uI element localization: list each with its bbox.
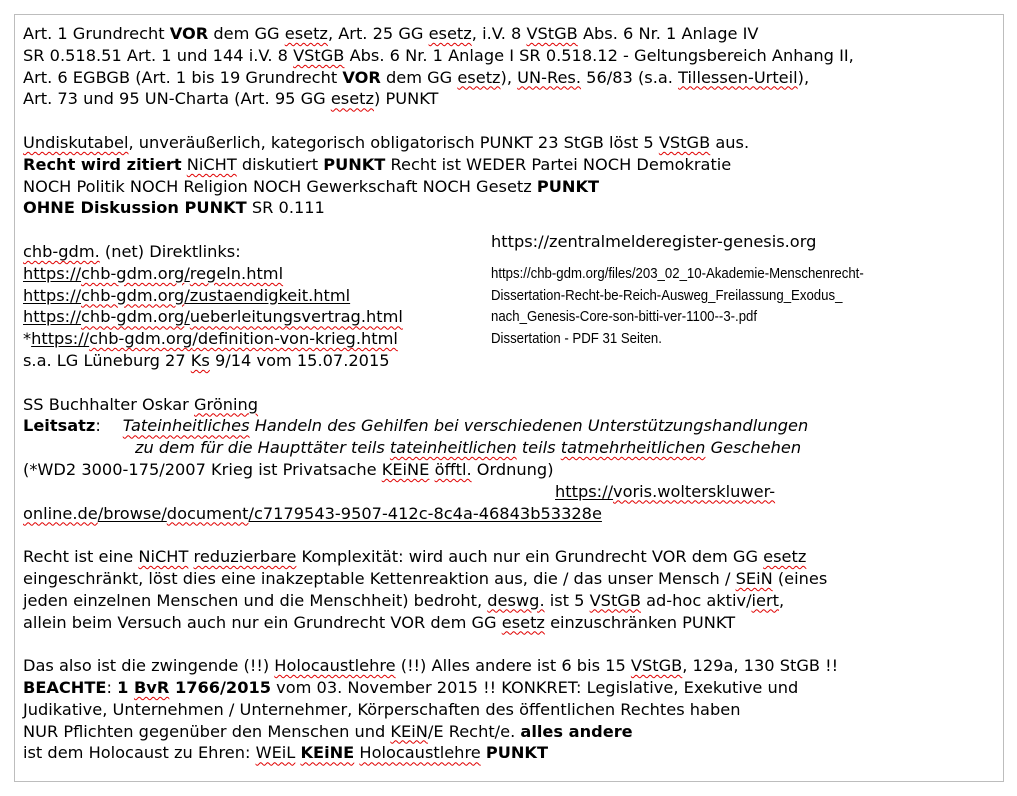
blank-line (23, 110, 998, 132)
link-text[interactable]: /c7179543-9507-412c-8c4a-46843b53328e (248, 503, 602, 523)
text-run: Judikative, Unternehmen / Unternehmer, Körperschaften des öffentlichen Rechtes haben (23, 699, 741, 719)
text-run: : (95, 416, 101, 436)
text-run: ad-hoc aktiv/ (640, 590, 752, 610)
bold-text: 1766/2015 (169, 677, 271, 697)
paragraph-line (23, 132, 998, 154)
spellcheck-word: esetz (428, 24, 472, 43)
pdf-link-line[interactable]: nach_Genesis-Core-son-bitti-ver-1100--3-.pdf (491, 308, 758, 325)
paragraph-line (23, 176, 998, 198)
text-run: einzuschränken PUNKT (544, 612, 736, 632)
leitsatz-label: Leitsatz (23, 416, 96, 436)
paragraph-line (23, 23, 998, 45)
spellcheck-word: UN-Res. (517, 67, 582, 87)
paragraph-line (23, 546, 998, 568)
text-run: Das also ist die zwingende (!!) (23, 656, 275, 676)
text-run: eingeschränkt, löst dies eine inakzeptable Kettenreaktion aus, die / das unser Mensch / (23, 568, 736, 588)
paragraph-line (23, 154, 998, 176)
text-run: allein beim Versuch auch nur ein Grundrecht VOR dem GG (23, 612, 502, 632)
text-run: : (106, 677, 118, 697)
link-text[interactable]: chb-gdm.org (81, 285, 185, 305)
text-run: Komplexität: wird auch nur ein Grundrecht VOR dem GG (296, 547, 764, 567)
link-text[interactable]: / (184, 263, 190, 283)
text-run: dem GG (380, 67, 458, 87)
text-run: SR 0.518.51 Art. 1 und 144 i.V. 8 (23, 45, 294, 65)
paragraph-line (23, 590, 998, 612)
spellcheck-word: KEiN (390, 721, 428, 741)
pdf-description: Dissertation - PDF 31 Seiten. (491, 329, 662, 347)
spellcheck-word: chb-gdm. (23, 241, 100, 261)
bold-text: PUNKT (536, 176, 600, 196)
spellcheck-word: BvR (133, 677, 170, 697)
text-run: jeden einzelnen Menschen und die Menschheit) bedroht, (23, 590, 488, 610)
link-voris-continued[interactable] (23, 503, 998, 525)
link-text[interactable]: online.de (23, 503, 98, 523)
text-run: diskutiert (236, 154, 324, 174)
bold-text: OHNE Diskussion PUNKT (23, 198, 247, 218)
text-run: ), (797, 67, 810, 87)
bold-text: alles andere (520, 721, 633, 741)
text-run: (!!) Alles andere ist 6 bis 15 (395, 656, 631, 676)
pdf-link-line[interactable]: Dissertation-Recht-be-Reich-Ausweg_Freilassung_Exodus_ (491, 286, 843, 304)
spellcheck-word: WEiL (255, 743, 296, 763)
bold-text: 1 (117, 677, 134, 697)
paragraph-line (23, 568, 998, 590)
spellcheck-word: Gröning (194, 394, 259, 414)
paragraph-line (23, 655, 998, 677)
spellcheck-word: Tillessen-Urteil (678, 67, 798, 87)
spellcheck-word: VStGB (658, 132, 711, 152)
bold-text: PUNKT (323, 154, 386, 174)
paragraph-line (23, 459, 998, 481)
text-run: Ordnung) (471, 459, 554, 479)
paragraph-line (23, 67, 998, 89)
text-run: Recht ist eine (23, 547, 139, 567)
paragraph-line (23, 742, 998, 764)
text-run: Abs. 6 Nr. 1 Anlage I SR 0.518.12 - Geltungsbereich Anhang II, (344, 45, 854, 65)
text-run: Art. 73 und 95 UN-Charta (Art. 95 GG (23, 89, 331, 109)
spellcheck-word: tateinheitlichen (389, 438, 517, 458)
text-run: ist 5 (544, 590, 590, 610)
blank-line (23, 372, 998, 394)
link-text[interactable]: / (184, 307, 190, 327)
spellcheck-word: Holocaustlehre (274, 656, 396, 676)
spellcheck-word: deswg. (487, 590, 545, 610)
text-run: , unveräußerlich, kategorisch obligatorisch PUNKT 23 StGB löst 5 (128, 132, 659, 152)
link-text[interactable]: /zustaendigkeit.html (184, 285, 351, 305)
paragraph-line (23, 88, 998, 110)
spellcheck-word: tatmehrheitlichen (560, 438, 706, 458)
text-run: Handeln des Gehilfen bei verschiedenen Unterstützungshandlungen (249, 416, 809, 436)
text-run: ), (500, 67, 518, 87)
text-run: zu dem für die Haupttäter teils (135, 438, 390, 458)
link-text[interactable]: voris.wolterskluwer- (613, 481, 776, 501)
text-run: ) PUNKT (374, 89, 439, 109)
spellcheck-word: esetz (330, 89, 375, 109)
paragraph-line (23, 350, 998, 372)
spellcheck-word: NiCHT (186, 154, 237, 174)
text-run: , 129a, 130 StGB !! (682, 656, 839, 676)
text-run: 9/14 vom 15.07.2015 (209, 350, 390, 370)
spellcheck-word: Holocaustlehre (359, 743, 481, 763)
text-run: (net) Direktlinks: (99, 241, 241, 261)
pdf-link-line[interactable]: https://chb-gdm.org/files/203_02_10-Akademie-Menschenrecht- (491, 265, 864, 282)
spellcheck-word: SEiN (735, 568, 773, 588)
text-run: Abs. 6 Nr. 1 Anlage IV (577, 24, 759, 43)
bold-text: VOR (342, 67, 381, 87)
blank-line (23, 633, 998, 655)
link-zentralmelderegister[interactable]: https://zentralmelderegister-genesis.org (491, 232, 817, 251)
link-text[interactable]: document (166, 503, 249, 523)
text-run: Art. 6 EGBGB (Art. 1 bis 19 Grundrecht (23, 67, 343, 87)
link-text[interactable]: https:// (555, 481, 614, 501)
bold-text: Recht wird zitiert (23, 154, 182, 174)
link-text[interactable]: https:// (23, 307, 82, 327)
text-run: Geschehen (705, 438, 802, 458)
blank-line (23, 524, 998, 546)
text-run: aus. (710, 132, 750, 152)
spellcheck-word: Undiskutabel (23, 132, 129, 152)
spellcheck-word: öfftl. (434, 459, 472, 479)
paragraph-line (23, 394, 998, 416)
link-text[interactable]: chb-gdm.org (89, 329, 193, 349)
bold-text: PUNKT (485, 743, 549, 763)
link-text[interactable]: ueberleitungsvertrag.html (189, 307, 403, 327)
text-run: * (23, 329, 32, 349)
spellcheck-word: VStGB (293, 45, 345, 65)
paragraph-line (23, 197, 998, 219)
text-run: NOCH Politik NOCH Religion NOCH Gewerkschaft NOCH Gesetz (23, 176, 537, 196)
text-run: (eines (772, 568, 828, 588)
spellcheck-word: VStGB (589, 590, 641, 610)
text-run: NUR Pflichten gegenüber den Menschen und (23, 721, 391, 741)
link-text[interactable]: https:// (23, 263, 82, 283)
link-text[interactable]: chb-gdm.org (81, 307, 185, 327)
pdf-reference (491, 263, 864, 349)
spellcheck-word: KEiNE (300, 743, 355, 763)
spellcheck-word: esetz (501, 612, 545, 632)
spellcheck-word: KEiNE (381, 459, 430, 479)
spellcheck-word: iert (751, 590, 779, 610)
spellcheck-word: reduzierbare (193, 547, 297, 567)
text-run: Recht ist WEDER Partei NOCH Demokratie (385, 154, 732, 174)
text-run: (*WD2 3000-175/2007 Krieg ist Privatsache (23, 459, 382, 479)
text-run: SS Buchhalter Oskar (23, 394, 194, 414)
paragraph-line (23, 415, 998, 437)
paragraph-line (23, 677, 998, 699)
spellcheck-word: esetz (284, 24, 328, 43)
link-text[interactable]: chb-gdm.org (81, 263, 185, 283)
spellcheck-word: esetz (457, 67, 501, 87)
document-body (23, 23, 998, 764)
text-run: , (779, 590, 785, 610)
text-run: , i.V. 8 (471, 24, 527, 43)
document-page (14, 14, 1004, 782)
text-run: /E Recht/e. (427, 721, 521, 741)
spellcheck-word: Ks (190, 350, 210, 370)
spellcheck-word: VStGB (526, 24, 578, 43)
text-run: , Art. 25 GG (327, 24, 429, 43)
text-run: teils (516, 438, 561, 458)
link-text[interactable]: https:// (31, 329, 90, 349)
link-text[interactable]: /browse/ (97, 503, 167, 523)
paragraph-line (23, 612, 998, 634)
text-run: 56/83 (s.a. (581, 67, 679, 87)
spellcheck-word: esetz (763, 547, 807, 567)
text-run: vom 03. November 2015 !! KONKRET: Legislative, Exekutive und (270, 677, 799, 697)
link-text[interactable]: regeln.html (189, 263, 284, 283)
spellcheck-word: Tateinheitliches (122, 416, 250, 436)
paragraph-line (23, 699, 998, 721)
text-run: ist dem Holocaust zu Ehren: (23, 743, 256, 763)
text-run: dem GG (208, 24, 285, 43)
right-column (491, 231, 915, 349)
spellcheck-word: NiCHT (138, 547, 189, 567)
link-text[interactable]: /definition-von-krieg.html (192, 329, 398, 349)
link-voris[interactable] (23, 481, 998, 503)
paragraph-line (23, 45, 998, 67)
paragraph-line (23, 721, 998, 743)
bold-text: BEACHTE (23, 677, 107, 697)
link-text[interactable]: https:// (23, 285, 82, 305)
text-run: Art. 1 Grundrecht (23, 24, 170, 43)
text-run: SR 0.111 (246, 198, 325, 218)
bold-text: VOR (169, 24, 209, 43)
paragraph-line (23, 437, 998, 459)
spellcheck-word: VStGB (630, 656, 683, 676)
text-run: s.a. LG Lüneburg 27 (23, 350, 191, 370)
